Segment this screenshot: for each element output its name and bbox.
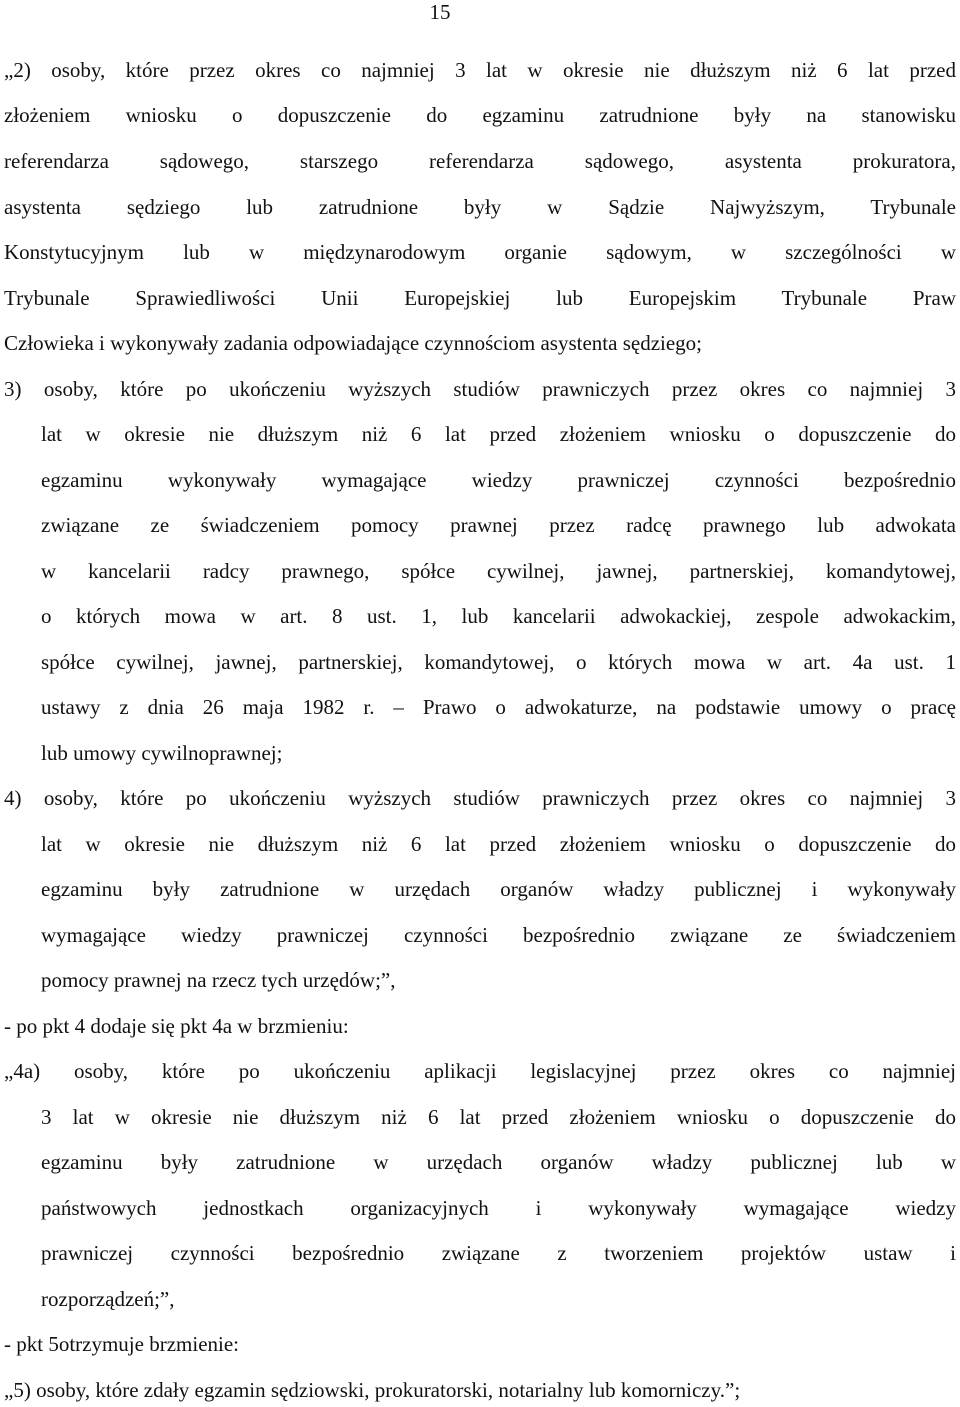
text-line: „5) osoby, które zdały egzamin sędziowski, prokuratorski, notarialny lub komorniczy.”; <box>4 1378 741 1402</box>
text-line: referendarza sądowego, starszego referendarza sądowego, asystenta prokuratora, <box>4 149 956 173</box>
text-line: 3) osoby, które po ukończeniu wyższych studiów prawniczych przez okres co najmniej 3 <box>4 377 956 401</box>
text-line: - po pkt 4 dodaje się pkt 4a w brzmieniu: <box>4 1014 349 1038</box>
text-line: - pkt 5otrzymuje brzmienie: <box>4 1332 240 1356</box>
text-line: „4a) osoby, które po ukończeniu aplikacji legislacyjnej przez okres co najmniej <box>4 1059 956 1083</box>
text-line: Trybunale Sprawiedliwości Unii Europejskiej lub Europejskim Trybunale Praw <box>4 286 956 310</box>
text-line: Konstytucyjnym lub w międzynarodowym organie sądowym, w szczególności w <box>4 240 956 264</box>
text-line: związane ze świadczeniem pomocy prawnej przez radcę prawnego lub adwokata <box>41 513 956 537</box>
text-line: egzaminu były zatrudnione w urzędach organów władzy publicznej i wykonywały <box>41 877 956 901</box>
text-line: egzaminu były zatrudnione w urzędach organów władzy publicznej lub w <box>41 1150 956 1174</box>
text-line: złożeniem wniosku o dopuszczenie do egzaminu zatrudnione były na stanowisku <box>4 103 956 127</box>
text-line: wymagające wiedzy prawniczej czynności bezpośrednio związane ze świadczeniem <box>41 923 956 947</box>
text-line: lat w okresie nie dłuższym niż 6 lat przed złożeniem wniosku o dopuszczenie do <box>41 422 956 446</box>
text-line: 4) osoby, które po ukończeniu wyższych studiów prawniczych przez okres co najmniej 3 <box>4 786 956 810</box>
text-line: egzaminu wykonywały wymagające wiedzy prawniczej czynności bezpośrednio <box>41 468 956 492</box>
text-line: asystenta sędziego lub zatrudnione były w Sądzie Najwyższym, Trybunale <box>4 195 956 219</box>
text-line: lub umowy cywilnoprawnej; <box>41 741 283 765</box>
text-line: Człowieka i wykonywały zadania odpowiadające czynnościom asystenta sędziego; <box>4 331 703 355</box>
text-line: rozporządzeń;”, <box>41 1287 175 1311</box>
text-line: 3 lat w okresie nie dłuższym niż 6 lat przed złożeniem wniosku o dopuszczenie do <box>41 1105 956 1129</box>
text-line: ustawy z dnia 26 maja 1982 r. – Prawo o adwokaturze, na podstawie umowy o pracę <box>41 695 956 719</box>
text-line: pomocy prawnej na rzecz tych urzędów;”, <box>41 968 396 992</box>
text-line: „2) osoby, które przez okres co najmniej 3 lat w okresie nie dłuższym niż 6 lat przed <box>4 58 956 82</box>
text-line: państwowych jednostkach organizacyjnych i wykonywały wymagające wiedzy <box>41 1196 956 1220</box>
page-number: 15 <box>429 0 451 24</box>
text-line: w kancelarii radcy prawnego, spółce cywilnej, jawnej, partnerskiej, komandytowej, <box>41 559 956 583</box>
text-line: o których mowa w art. 8 ust. 1, lub kancelarii adwokackiej, zespole adwokackim, <box>41 604 956 628</box>
text-line: prawniczej czynności bezpośrednio związane z tworzeniem projektów ustaw i <box>41 1241 956 1265</box>
text-line: lat w okresie nie dłuższym niż 6 lat przed złożeniem wniosku o dopuszczenie do <box>41 832 956 856</box>
text-line: spółce cywilnej, jawnej, partnerskiej, komandytowej, o których mowa w art. 4a ust. 1 <box>41 650 956 674</box>
